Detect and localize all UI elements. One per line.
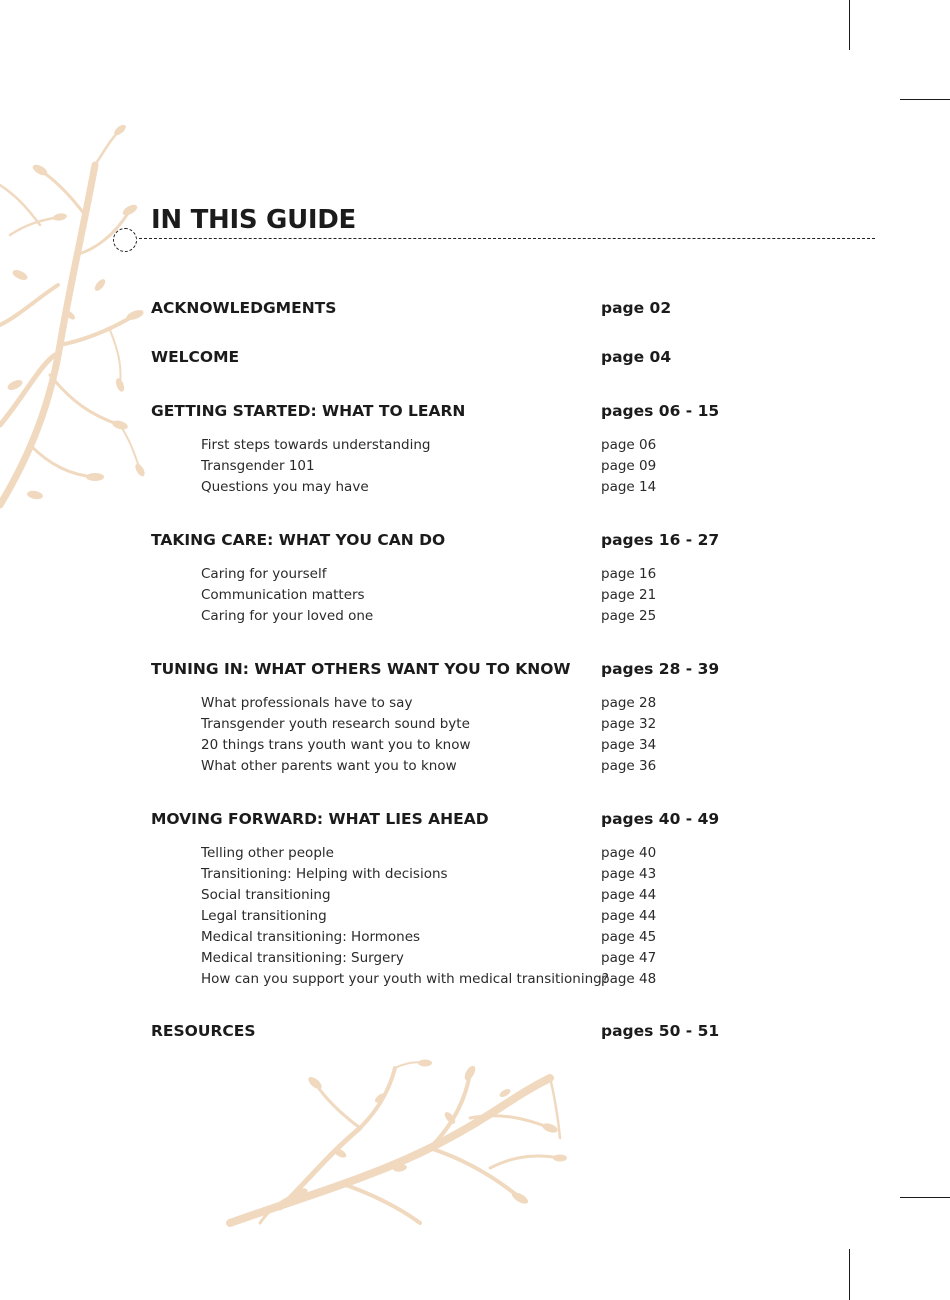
- toc-item-page: page 28: [601, 695, 657, 711]
- section-title: TAKING CARE: WHAT YOU CAN DO: [151, 531, 446, 549]
- toc-item-title: How can you support your youth with medical transitioning?: [201, 971, 609, 987]
- toc-item-page: page 25: [601, 608, 657, 624]
- toc-item-title: First steps towards understanding: [201, 437, 431, 453]
- section-title: WELCOME: [151, 348, 240, 366]
- toc-section-resources[interactable]: [0, 1019, 950, 1043]
- toc-item-page: page 36: [601, 758, 657, 774]
- toc-item-title: Caring for yourself: [201, 566, 327, 582]
- toc-item-page: page 44: [601, 908, 657, 924]
- toc-item[interactable]: [0, 604, 950, 628]
- toc-item-page: page 40: [601, 845, 657, 861]
- toc-item-title: 20 things trans youth want you to know: [201, 737, 471, 753]
- toc-item-title: What professionals have to say: [201, 695, 413, 711]
- toc-section-acknowledgments[interactable]: [0, 296, 950, 320]
- toc-item-page: page 48: [601, 971, 657, 987]
- section-page-range: pages 50 - 51: [601, 1022, 720, 1040]
- toc-item-title: Medical transitioning: Surgery: [201, 950, 404, 966]
- toc-section-taking-care[interactable]: [0, 528, 950, 552]
- toc-item-title: Transitioning: Helping with decisions: [201, 866, 448, 882]
- section-title: GETTING STARTED: WHAT TO LEARN: [151, 402, 466, 420]
- toc-item-title: Transgender youth research sound byte: [201, 716, 470, 732]
- toc-item[interactable]: [0, 754, 950, 778]
- toc-item-title: Social transitioning: [201, 887, 331, 903]
- crop-mark-bottom-horizontal: [900, 1197, 950, 1198]
- toc-item-title: Telling other people: [201, 845, 334, 861]
- toc-item-page: page 14: [601, 479, 657, 495]
- toc-item-title: Medical transitioning: Hormones: [201, 929, 421, 945]
- dashed-divider: [139, 238, 875, 239]
- dashed-circle-marker: [113, 228, 137, 252]
- section-title: TUNING IN: WHAT OTHERS WANT YOU TO KNOW: [151, 660, 571, 678]
- section-title: MOVING FORWARD: WHAT LIES AHEAD: [151, 810, 489, 828]
- toc-section-tuning-in[interactable]: [0, 657, 950, 681]
- crop-mark-top-vertical: [849, 0, 850, 50]
- section-page-range: pages 40 - 49: [601, 810, 720, 828]
- toc-item-title: Transgender 101: [201, 458, 315, 474]
- toc-item[interactable]: [0, 967, 950, 991]
- toc-item-page: page 32: [601, 716, 657, 732]
- toc-item-page: page 06: [601, 437, 657, 453]
- toc-item-page: page 21: [601, 587, 657, 603]
- toc-item-title: Communication matters: [201, 587, 365, 603]
- section-page-range: pages 16 - 27: [601, 531, 720, 549]
- section-title: ACKNOWLEDGMENTS: [151, 299, 337, 317]
- toc-section-welcome[interactable]: [0, 345, 950, 369]
- toc-item-page: page 47: [601, 950, 657, 966]
- toc-item-title: Legal transitioning: [201, 908, 327, 924]
- toc-item-page: page 43: [601, 866, 657, 882]
- toc-item-page: page 44: [601, 887, 657, 903]
- toc-item-title: What other parents want you to know: [201, 758, 457, 774]
- section-page-range: pages 06 - 15: [601, 402, 720, 420]
- section-title: RESOURCES: [151, 1022, 256, 1040]
- toc-item-title: Caring for your loved one: [201, 608, 374, 624]
- crop-mark-bottom-vertical: [849, 1249, 850, 1300]
- crop-mark-top-horizontal: [900, 99, 950, 100]
- toc-item[interactable]: [0, 475, 950, 499]
- page-title: IN THIS GUIDE: [151, 205, 357, 235]
- toc-item-page: page 09: [601, 458, 657, 474]
- toc-item-title: Questions you may have: [201, 479, 369, 495]
- tree-branch-illustration-bottom: [220, 1058, 570, 1228]
- toc-item-page: page 34: [601, 737, 657, 753]
- toc-item-page: page 45: [601, 929, 657, 945]
- section-page-range: page 02: [601, 299, 672, 317]
- section-page-range: page 04: [601, 348, 672, 366]
- toc-item-page: page 16: [601, 566, 657, 582]
- toc-section-moving-forward[interactable]: [0, 807, 950, 831]
- toc-section-getting-started[interactable]: [0, 399, 950, 423]
- section-page-range: pages 28 - 39: [601, 660, 720, 678]
